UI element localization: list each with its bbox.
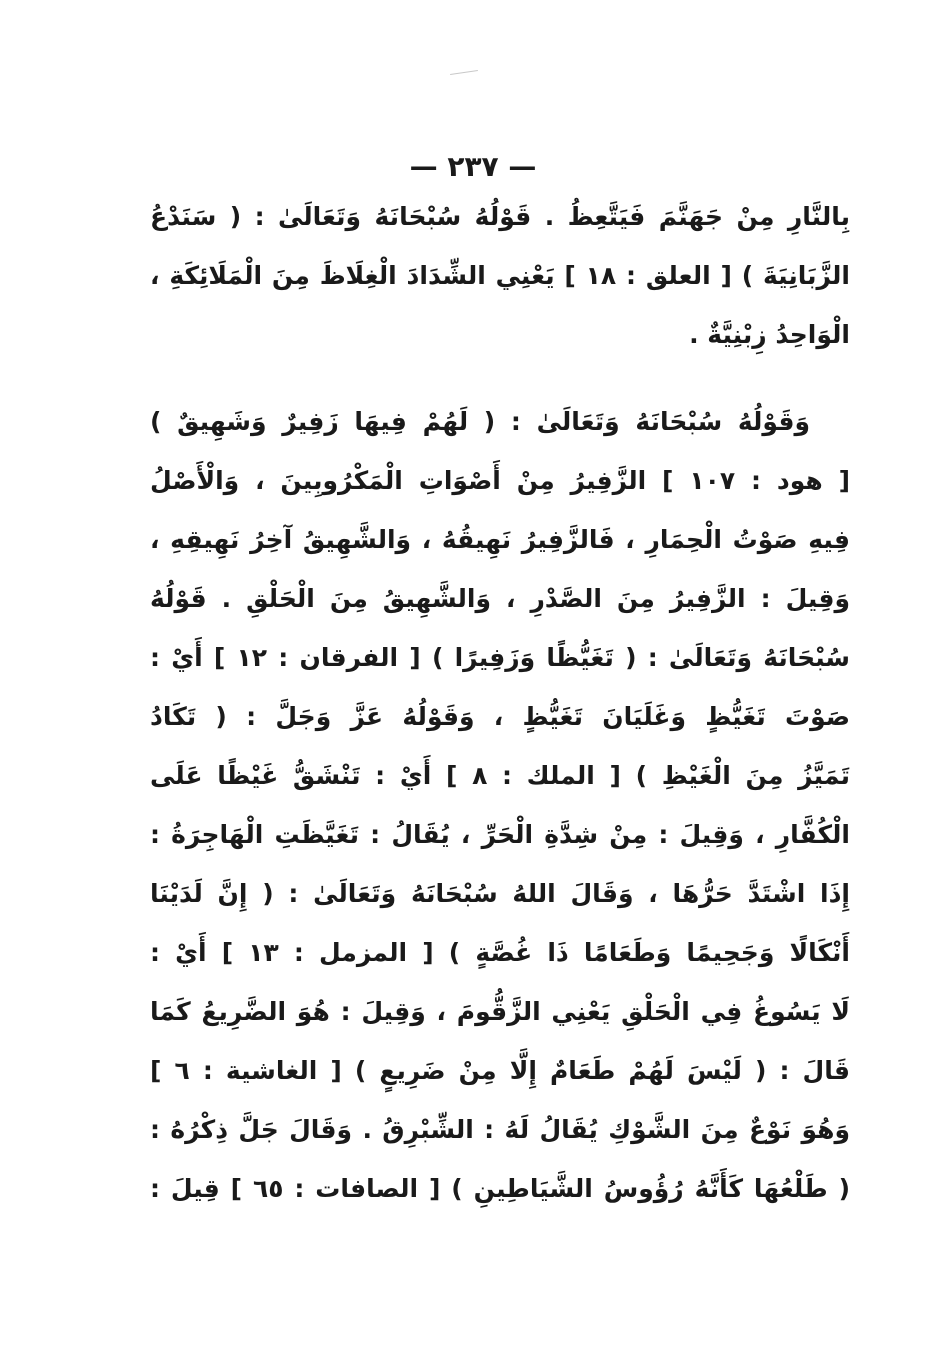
text-line: سُبْحَانَهُ وَتَعَالَىٰ : ( تَغَيُّظًا وَزَفِيرًا ) [ الفرقان : ١٢ ] أَيْ : [150, 643, 850, 672]
text-line: [ هود : ١٠٧ ] الزَّفِيرُ مِنْ أَصْوَاتِ الْمَكْرُوبِينَ ، وَالْأَصْلُ [150, 466, 851, 495]
text-line: صَوْتَ تَغَيُّظٍ وَغَلَيَانَ تَغَيُّظٍ ، وَقَوْلُهُ عَزَّ وَجَلَّ : ( تَكَادُ [150, 702, 850, 731]
page-number: — ٢٣٧ — [409, 150, 537, 183]
text-line: ( طَلْعُهَا كَأَنَّهُ رُؤُوسُ الشَّيَاطِينِ ) [ الصافات : ٦٥ ] قِيلَ : [150, 1174, 850, 1203]
text-line: وَقِيلَ : الزَّفِيرُ مِنَ الصَّدْرِ ، وَالشَّهِيقُ مِنَ الْحَلْقِ . قَوْلُهُ [150, 584, 850, 613]
text-line: فِيهِ صَوْتُ الْحِمَارِ ، فَالزَّفِيرُ نَهِيقُهُ ، وَالشَّهِيقُ آخِرُ نَهِيقِهِ ، [150, 525, 850, 554]
paragraph-1 [150, 187, 850, 364]
paragraph-2 [150, 392, 850, 1218]
text-line: الْوَاحِدُ زِبْنِيَّةٌ . [689, 320, 850, 349]
text-line: الْكُفَّارِ ، وَقِيلَ : مِنْ شِدَّةِ الْحَرِّ ، يُقَالُ : تَغَيَّظَتِ الْهَاجِرَةُ : [150, 820, 850, 849]
text-line: أَنْكَالًا وَجَحِيمًا وَطَعَامًا ذَا غُصَّةٍ ) [ المزمل : ١٣ ] أَيْ : [150, 938, 850, 967]
text-line: وَهُوَ نَوْعٌ مِنَ الشَّوْكِ يُقَالُ لَهُ : الشِّبْرِقُ . وَقَالَ جَلَّ ذِكْرُهُ : [150, 1115, 850, 1144]
scan-mark [450, 70, 478, 75]
text-line: تَمَيَّزُ مِنَ الْغَيْظِ ) [ الملك : ٨ ] أَيْ : تَنْشَقُّ غَيْظًا عَلَى [150, 761, 850, 790]
text-line: الزَّبَانِيَةَ ) [ العلق : ١٨ ] يَعْنِي الشِّدَادَ الْغِلَاظَ مِنَ الْمَلَائِكَةِ ، [150, 261, 850, 290]
text-line: قَالَ : ( لَيْسَ لَهُمْ طَعَامٌ إِلَّا مِنْ ضَرِيعٍ ) [ الغاشية : ٦ ] [150, 1056, 851, 1085]
text-line: إِذَا اشْتَدَّ حَرُّهَا ، وَقَالَ اللهُ سُبْحَانَهُ وَتَعَالَىٰ : ( إِنَّ لَدَيْنَا [150, 879, 850, 908]
text-line: بِالنَّارِ مِنْ جَهَنَّمَ فَيَتَّعِظُ . قَوْلُهُ سُبْحَانَهُ وَتَعَالَىٰ : ( سَنَدْعُ [150, 202, 850, 231]
text-line: لَا يَسُوغُ فِي الْحَلْقِ يَعْنِي الزَّقُّومَ ، وَقِيلَ : هُوَ الضَّرِيعُ كَمَا [150, 997, 850, 1026]
text-line: وَقَوْلُهُ سُبْحَانَهُ وَتَعَالَىٰ : ( لَهُمْ فِيهَا زَفِيرٌ وَشَهِيقٌ ) [150, 407, 810, 436]
